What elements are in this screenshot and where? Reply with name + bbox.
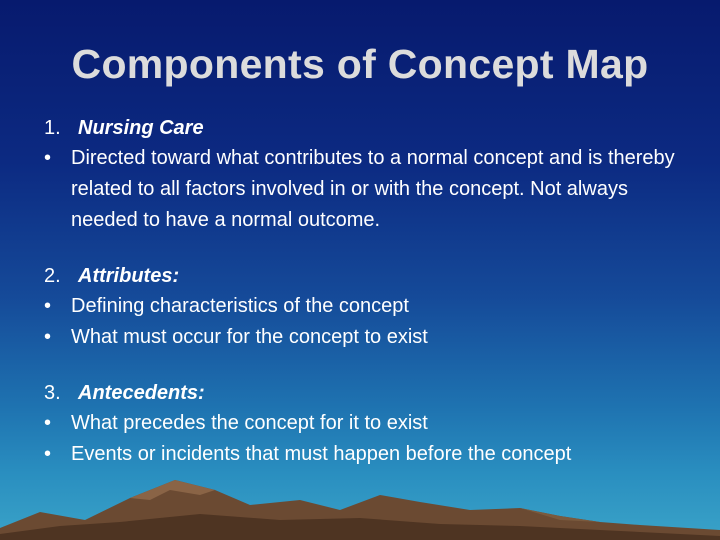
- slide-title: Components of Concept Map: [71, 41, 649, 87]
- bullet-item: [44, 143, 684, 236]
- bullet-text: What precedes the concept for it to exist: [71, 412, 428, 434]
- bullet-icon: •: [44, 412, 52, 434]
- section-heading: [44, 114, 684, 143]
- bullet-icon: •: [44, 443, 52, 465]
- bullet-icon: •: [44, 326, 52, 348]
- bullet-item: [44, 439, 684, 470]
- section-antecedents: [44, 379, 684, 470]
- section-number: 1.: [44, 117, 61, 139]
- bullet-text: Directed toward what contributes to a normal concept and is thereby related to all factors involved in or with the concept. Not always needed to have a normal outcome.: [71, 147, 675, 231]
- bullet-icon: •: [44, 147, 52, 169]
- section-heading: [44, 262, 684, 291]
- bullet-item: [44, 322, 684, 353]
- section-nursing-care: [44, 114, 684, 236]
- section-heading: [44, 379, 684, 408]
- section-number: 2.: [44, 265, 61, 287]
- section-attributes: [44, 262, 684, 353]
- bullet-text: Defining characteristics of the concept: [71, 295, 409, 317]
- bullet-text: Events or incidents that must happen before the concept: [71, 443, 572, 465]
- slide-content: [44, 114, 684, 496]
- section-number: 3.: [44, 382, 61, 404]
- bullet-item: [44, 291, 684, 322]
- bullet-item: [44, 408, 684, 439]
- section-heading-text: Antecedents:: [78, 382, 205, 404]
- bullet-icon: •: [44, 295, 52, 317]
- section-heading-text: Nursing Care: [78, 117, 204, 139]
- section-heading-text: Attributes:: [78, 265, 180, 287]
- bullet-text: What must occur for the concept to exist: [71, 326, 428, 348]
